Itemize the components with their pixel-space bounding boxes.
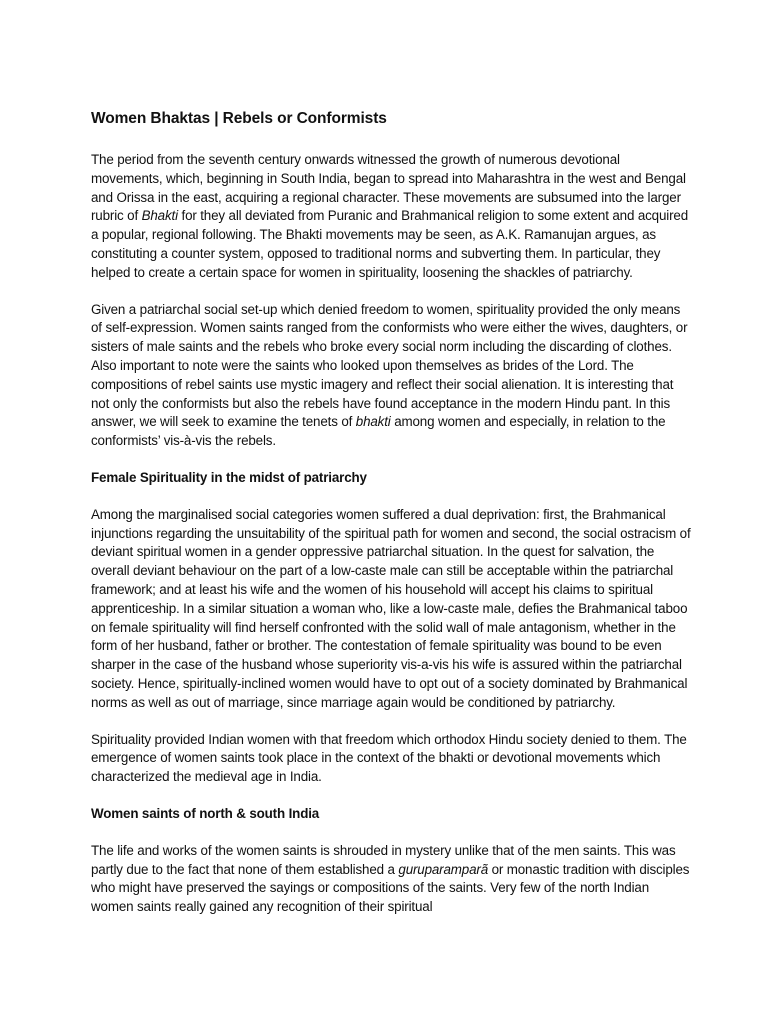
paragraph-life-and-works [91,842,691,917]
paragraph-freedom: Spirituality provided Indian women with that freedom which orthodox Hindu society denied to them. The emergence of women saints took place in the context of the bhakti or devotional movements which characterized the medieval age in India. [91,731,687,785]
paragraph-life-text-b: or monastic tradition with disciples who might have preserved the sayings or compositions of the saints. Very few of the north Indian women saints really gained any recognition of their spiritual [91,861,690,915]
paragraph-life-text-a: The life and works of the women saints is shrouded in mystery unlike that of the men saints. This was partly due to the fact that none of them established a [91,842,676,877]
section-heading-female-spirituality: Female Spirituality in the midst of patriarchy [91,469,367,485]
paragraph-intro-text-b: for they all deviated from Puranic and Brahmanical religion to some extent and acquired a popular, regional following. The Bhakti movements may be seen, as A.K. Ramanujan argues, as constituting a counter system, opposed to traditional norms and subverting them. In particular, they helped to create a certain space for women in spirituality, loosening the shackles of patriarchy. [91,208,688,280]
paragraph-intro-emphasis: Bhakti [141,208,178,224]
paragraph-intro-text-a: The period from the seventh century onwards witnessed the growth of numerous devotional movements, which, beginning in South India, began to spread into Maharashtra in the west and Bengal and Orissa in the east, acquiring a regional character. These movements are subsumed into the larger rubric of [91,152,686,224]
document-title: Women Bhaktas | Rebels or Conformists [91,110,387,127]
paragraph-patriarchy [91,301,691,451]
paragraph-life-emphasis: guruparamparã [398,861,488,877]
paragraph-patriarchy-text-a: Given a patriarchal social set-up which denied freedom to women, spirituality provided the only means of self-expression. Women saints ranged from the conformists who were either the wives, daughters, or sisters of male saints and the rebels who broke every social norm including the discarding of clothes. Also important to note were the saints who looked upon themselves as brides of the Lord. The compositions of rebel saints use mystic imagery and reflect their social alienation. It is interesting that not only the conformists but also the rebels have found acceptance in the modern Hindu pant. In this answer, we will seek to examine the tenets of [91,301,688,430]
section-heading-women-saints: Women saints of north & south India [91,805,320,821]
paragraph-patriarchy-text-b: among women and especially, in relation to the conformists’ vis-à-vis the rebels. [91,414,666,449]
paragraph-intro [91,151,691,283]
document-page [91,108,691,935]
paragraph-patriarchy-emphasis: bhakti [355,414,391,430]
paragraph-dual-deprivation: Among the marginalised social categories women suffered a dual deprivation: first, the Brahmanical injunctions regarding the unsuitability of the spiritual path for women and second, the social ostracism of deviant spiritual women in a gender oppressive patriarchal situation. In the quest for salvation, the overall deviant behaviour on the part of a low-caste male can still be acceptable within the patriarchal framework; and at least his wife and the women of his household will accept his claims to spiritual apprenticeship. In a similar situation a woman who, like a low-caste male, defies the Brahmanical taboo on female spirituality will find herself confronted with the solid wall of male antagonism, whether in the form of her husband, father or brother. The contestation of female spirituality was bound to be even sharper in the case of the husband whose superiority vis-a-vis his wife is assured within the patriarchal society. Hence, spiritually-inclined women would have to opt out of a society dominated by Brahmanical norms as well as out of marriage, since marriage again would be conditioned by patriarchy. [91,506,691,710]
